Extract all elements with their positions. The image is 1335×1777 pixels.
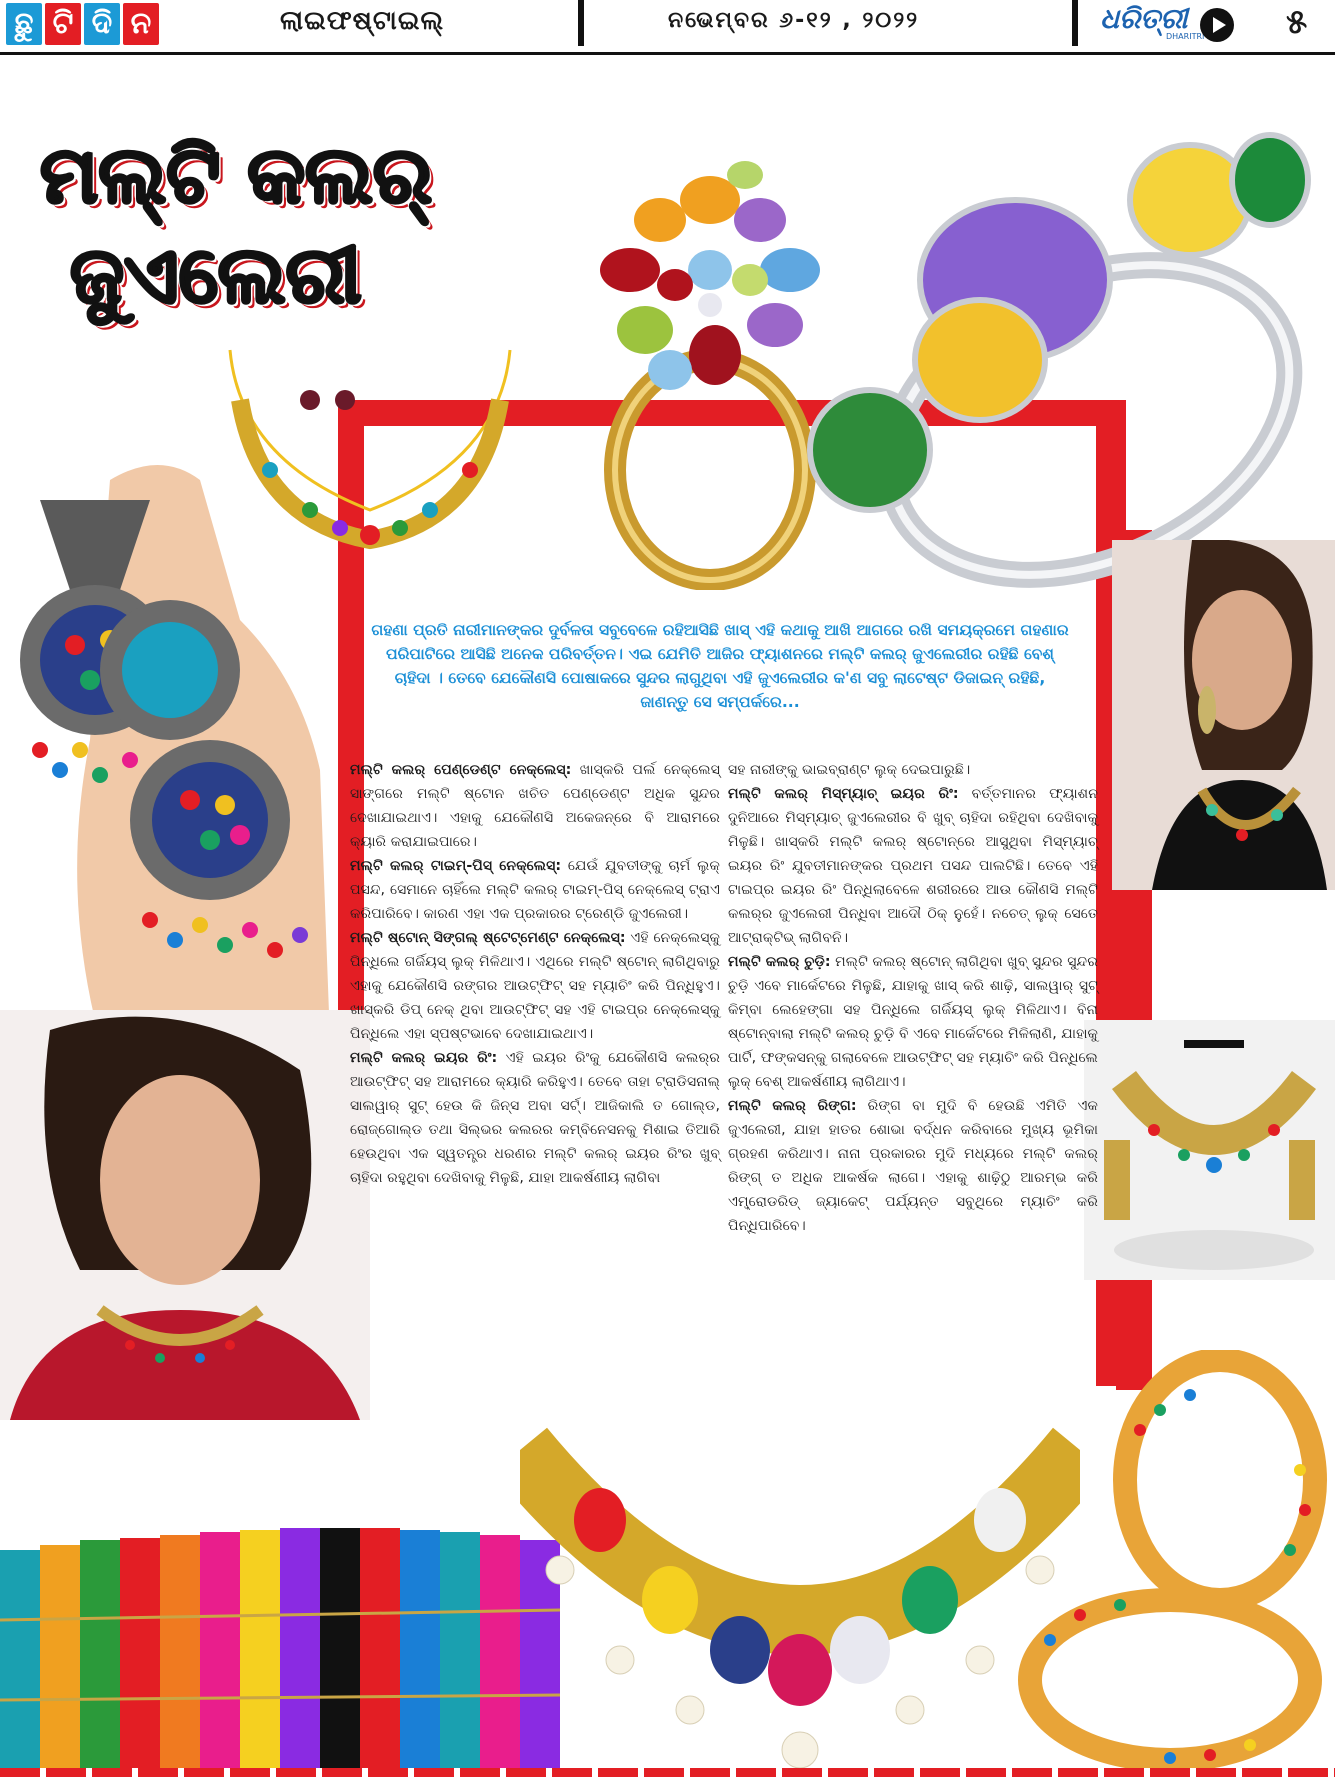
paragraph-text: ଖାସ୍‌କରି ପର୍ଲ ନେକ୍ଲେସ୍ ସାଙ୍ଗରେ ମଲ୍ଟି ଷ୍ଟୋନ ଖଚିତ ପେଣ୍ଡେଣ୍ଟ ଅଧିକ ସୁନ୍ଦର ଦେଖାଯାଇଥାଏ। ଏହାକୁ ଯେକୌଣସି ଅକେଜନ୍‌ରେ ବି ଆରାମରେ କ୍ୟାରି କରାଯାଇପାରେ।: [350, 762, 721, 850]
page-number: ୫: [1286, 2, 1308, 42]
article-column-2: [728, 758, 1098, 1238]
play-icon[interactable]: [1200, 8, 1234, 42]
intro-paragraph: ଗହଣା ପ୍ରତି ନାରୀମାନଙ୍କର ଦୁର୍ବଳତା ସବୁବେଳେ ରହିଆସିଛି ଖାସ୍ ଏହି କଥାକୁ ଆଖି ଆଗରେ ରଖି ସମୟକ୍ରମେ ଗହଣାର ପରିପାଟିରେ ଆସିଛି ଅନେକ ପରିବର୍ତ୍ତନ। ଏଇ ଯେମିତି ଆଜିର ଫ୍ୟାଶନରେ ମଲ୍ଟି କଲର୍ ଜୁଏଲେରୀର ରହିଛି ବେଶ୍ ଚାହିଦା । ତେବେ ଯେକୌଣସି ପୋଷାକରେ ସୁନ୍ଦର ଲାଗୁଥିବା ଏହି ଜୁଏଲେରୀର କ'ଣ ସବୁ ଲାଟେଷ୍ଟ ଡିଜାଇନ୍ ରହିଛି, ଜାଣନ୍ତୁ ସେ ସମ୍ପର୍କରେ...: [371, 621, 1069, 711]
paragraph-text: ଏହି ଇୟର ରିଂକୁ ଯେକୌଣସି କଲର୍‌ର ଆଉଟ୍‌ଫିଟ୍ ସହ ଆରାମରେ କ୍ୟାରି କରିହୁଏ। ତେବେ ତାହା ଟ୍ରାଡିସନାଲ୍ ସାଲୱାର୍ ସୁଟ୍ ହେଉ କି ଜିନ୍ସ ଅବା ସର୍ଟ୍। ଆଜିକାଲି ତ ଗୋଲ୍ଡ, ରୋଜ୍‌ଗୋଲ୍ଡ ତଥା ସିଲ୍‌ଭର କଲରର କମ୍ବିନେସନକୁ ମିଶାଇ ତିଆରି ହେଉଥିବା ଏକ ସ୍ୱତନ୍ତ୍ର ଧରଣର ମଲ୍ଟି କଲର୍ ଇୟର ରିଂର ଖୁବ୍ ଚାହିଦା ରହୁଥିବା ଦେଖିବାକୁ ମିଳୁଛି, ଯାହା ଆକର୍ଷଣୀୟ ଲାଗିବା: [350, 1050, 720, 1186]
silk-thread-bangles-image: [0, 1500, 590, 1777]
section-logo: [6, 3, 159, 45]
subheading: ମଲ୍ଟି କଲର୍ ଇୟର ରିଂ:: [350, 1050, 498, 1066]
article-paragraph: [728, 782, 1098, 950]
logo-letter: ଟି: [45, 3, 81, 45]
brand-sub: DHARITRI: [1166, 32, 1205, 41]
subheading: ମଲ୍ଟି ଷ୍ଟୋନ୍ ସିଙ୍ଗଲ୍ ଷ୍ଟେଟ୍‌ମେଣ୍ଟ ନେକ୍ଲେସ୍:: [350, 930, 626, 946]
header-rule: [0, 52, 1335, 55]
page-header: [0, 0, 1335, 52]
logo-letter: ଛୁ: [6, 3, 42, 45]
article-paragraph: [350, 758, 720, 854]
article-column-1: [350, 758, 720, 1190]
bridal-jewelry-set-image: [1084, 1020, 1335, 1280]
section-name: ଲାଇଫଷ୍ଟାଇଲ୍: [280, 6, 445, 36]
header-divider: [1072, 0, 1078, 46]
stone-bangles-image: [990, 1350, 1335, 1777]
footer-rule: [0, 1768, 1335, 1777]
subheading: ମଲ୍ଟି କଲର୍ ଟାଇମ୍-ପିସ୍ ନେକ୍ଲେସ୍:: [350, 858, 562, 874]
gemstone-ring-image: [800, 120, 1320, 600]
article-paragraph: [350, 926, 720, 1046]
brand-logo: ଧରିତ୍ରୀ: [1100, 2, 1188, 35]
subheading: ମଲ୍ଟି କଲର୍ ପେଣ୍ଡେଣ୍ଟ ନେକ୍ଲେସ୍:: [350, 762, 572, 778]
logo-letter: ଦି: [84, 3, 120, 45]
paragraph-text: ସହ ନାରୀଙ୍କୁ ଭାଇବ୍ରାଣ୍ଟ ଲୁକ୍ ଦେଇପାରୁଛି।: [728, 762, 971, 778]
page-title: ମଲ୍ଟି କଲର୍: [40, 131, 433, 221]
paragraph-text: ବର୍ତ୍ତମାନର ଫ୍ୟାଶନ ଦୁନିଆରେ ମିସ୍‌ମ୍ୟାଚ୍ ଜୁଏଲେରୀର ବି ଖୁବ୍ ଚାହିଦା ରହିଥିବା ଦେଖିବାକୁ ମିଳୁଛି। ଖାସ୍‌କରି ମଲ୍ଟି କଲର୍ ଷ୍ଟୋନ୍‌ରେ ଆସୁଥିବା ମିସ୍‌ମ୍ୟାଚ୍ ଇୟର ରିଂ ଯୁବତୀମାନଙ୍କର ପ୍ରଥମ ପସନ୍ଦ ପାଲଟିଛି। ତେବେ ଏହି ଟାଇପ୍‌ର ଇୟର ରିଂ ପିନ୍ଧିଲାବେଳେ ଶରୀରରେ ଆଉ କୌଣସି ମଲ୍ଟି କଲର୍‌ର ଜୁଏଲେରୀ ପିନ୍ଧିବା ଆଦୌ ଠିକ୍ ନୁହେଁ। ନଚେତ୍ ଲୁକ୍ ସେତେ ଆଟ୍ରାକ୍ଟିଭ୍ ଲାଗିବନି।: [728, 786, 1099, 946]
article-paragraph: [728, 1094, 1098, 1238]
model-earrings-photo: [1112, 540, 1335, 890]
logo-letter: ନ: [123, 3, 159, 45]
subheading: ମଲ୍ଟି କଲର୍ ଚୁଡ଼ି:: [728, 954, 831, 970]
subheading: ମଲ୍ଟି କଲର୍ ରିଙ୍ଗ:: [728, 1098, 857, 1114]
paragraph-text: ରିଙ୍ଗ ବା ମୁଦି ବି ହେଉଛି ଏମିତି ଏକ ଜୁଏଲେରୀ, ଯାହା ହାତର ଶୋଭା ବର୍ଦ୍ଧନ କରିବାରେ ମୁଖ୍ୟ ଭୂମିକା ଗ୍ରହଣ କରିଥାଏ। ନାନା ପ୍ରକାରର ମୁଦି ମଧ୍ୟରେ ମଲ୍ଟି କଲର୍ ରିଙ୍ଗ୍ ତ ଅଧିକ ଆକର୍ଷକ ଲାଗେ। ଏହାକୁ ଶାଢ଼ିଠୁ ଆରମ୍ଭ କରି ଏମ୍ବ୍ରୋଡରିଡ୍ ଜ୍ୟାକେଟ୍ ପର୍ଯ୍ୟନ୍ତ ସବୁଥିରେ ମ୍ୟାଚିଂ କରି ପିନ୍ଧିପାରିବେ।: [728, 1098, 1099, 1234]
page-title: ଜୁଏଲେରୀ: [70, 231, 362, 321]
article-paragraph: [350, 1046, 720, 1190]
earrings-in-hand-image: [0, 440, 380, 1040]
header-divider: [578, 0, 584, 46]
paragraph-text: ଯେଉଁ ଯୁବତୀଙ୍କୁ ଚାର୍ମ ଲୁକ୍ ପସନ୍ଦ, ସେମାନେ ଚାହିଁଲେ ମଲ୍ଟି କଲର୍ ଟାଇମ୍-ପିସ୍ ନେକ୍ଲେସ୍ ଟ୍ରାଏ କରିପାରିବେ। କାରଣ ଏହା ଏକ ପ୍ରକାରର ଟ୍ରେଣ୍ଡି ଜୁଏଲେରୀ।: [350, 858, 720, 922]
article-paragraph: [350, 854, 720, 926]
issue-date: ନଭେମ୍ବର ୬-୧୨ , ୨୦୨୨: [668, 8, 920, 33]
paragraph-text: ମଲ୍ଟି କଲର୍ ଷ୍ଟୋନ୍ ଲାଗିଥିବା ଖୁବ୍ ସୁନ୍ଦର ସୁନ୍ଦର ଚୁଡ଼ି ଏବେ ମାର୍କେଟରେ ମିଳୁଛି, ଯାହାକୁ ଖାସ୍ କରି ଶାଢ଼ି, ସାଲୱାର୍ ସୁଟ୍ କିମ୍ବା ଲେହେଙ୍ଗା ସହ ପିନ୍ଧିଲେ ଗର୍ଜିୟସ୍ ଲୁକ୍ ମିଳିଥାଏ। ବିନା ଷ୍ଟୋନ୍‌ବାଲା ମଲ୍ଟି କଲର୍ ଚୁଡ଼ି ବି ଏବେ ମାର୍କେଟରେ ମିଳିଲାଣି, ଯାହାକୁ ପାର୍ଟି, ଫଙ୍କସନ୍‌କୁ ଗଲାବେଳେ ଆଉଟ୍‌ଫିଟ୍ ସହ ମ୍ୟାଚିଂ କରି ପିନ୍ଧିଲେ ଲୁକ୍ ବେଶ୍ ଆକର୍ଷଣୀୟ ଲାଗିଥାଏ।: [728, 954, 1098, 1090]
article-paragraph: [728, 758, 1098, 782]
article-paragraph: [728, 950, 1098, 1094]
paragraph-text: ଏହି ନେକ୍ଲେସ୍‌କୁ ପିନ୍ଧିଲେ ଗର୍ଜିୟସ୍ ଲୁକ୍ ମିଳିଥାଏ। ଏଥିରେ ମଲ୍ଟି ଷ୍ଟୋନ୍ ଲାଗିଥିବାରୁ ଏହାକୁ ଯେକୌଣସି ରଙ୍ଗର ଆଉଟ୍‌ଫିଟ୍ ସହ ମ୍ୟାଚିଂ କରି ପିନ୍ଧିହୁଏ। ଖାସ୍‌କରି ଡିପ୍ ନେକ୍ ଥିବା ଆଉଟ୍‌ଫିଟ୍ ସହ ଏହି ଟାଇପ୍‌ର ନେକ୍ଲେସ୍‌କୁ ପିନ୍ଧିଲେ ଏହା ସ୍ପଷ୍ଟଭାବେ ଦେଖାଯାଇଥାଏ।: [350, 930, 720, 1042]
model-choker-photo: [0, 1010, 370, 1420]
subheading: ମଲ୍ଟି କଲର୍ ମିସ୍‌ମ୍ୟାଚ୍ ଇୟର ରିଂ:: [728, 786, 959, 802]
